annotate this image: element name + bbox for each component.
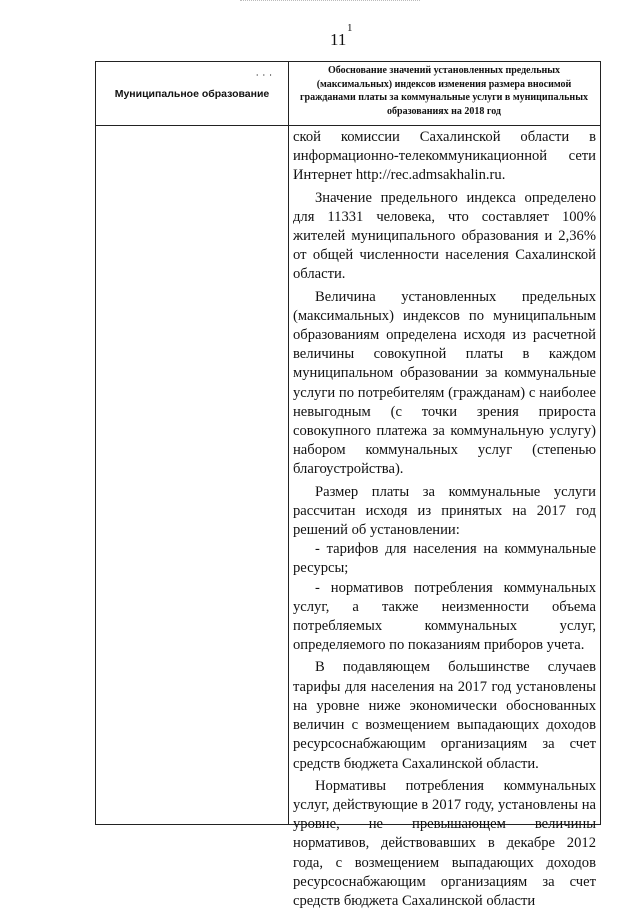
paragraph: Размер платы за коммунальные услуги рассчитан исходя из принятых на 2017 год решений об установлении: bbox=[293, 483, 596, 539]
header-justification bbox=[289, 64, 599, 124]
page-number: 11 bbox=[330, 30, 347, 49]
justification-cell bbox=[293, 128, 596, 911]
scan-tick-marks: ⸱ ⸱ ⸱ bbox=[256, 70, 273, 80]
list-item: - нормативов потребления коммунальных услуг, а также неизменности объема потребляемых коммунальных услуг, определяемого по показаниям приборов учета. bbox=[293, 579, 596, 654]
paragraph: Нормативы потребления коммунальных услуг, действующие в 2017 году, установлены на уровне, не превышающем величины нормативов, действовавших в декабре 2012 года, с возмещением выпадающих доходов ресурсоснабжающим организациям за счет средств бюджета Сахалинской области bbox=[293, 777, 596, 909]
header-municipality bbox=[96, 62, 288, 125]
page-number-mark: 1 bbox=[347, 22, 353, 34]
column-divider bbox=[288, 62, 289, 824]
header-justification-label: Обоснование значений установленных предельных (максимальных) индексов изменения размера вносимой гражданами платы за коммунальные услуги в муниципальных образованиях на 2018 год bbox=[299, 65, 589, 117]
header-divider bbox=[96, 125, 600, 126]
paragraph: Величина установленных предельных (максимальных) индексов по муниципальным образованиям определена исходя из расчетной величины совокупной платы в каждом муниципальном образовании за коммунальные услуги по потребителям (гражданам) с наиболее невыгодным (с точки зрения прироста совокупного платежа за коммунальную услугу) набором коммунальных услуг (степенью благоустройства). bbox=[293, 288, 596, 478]
document-table bbox=[95, 61, 601, 909]
list-item: - тарифов для населения на коммунальные ресурсы; bbox=[293, 541, 596, 577]
header-municipality-label: Муниципальное образование bbox=[114, 87, 270, 100]
paragraph: ской комиссии Сахалинской области в информационно-телекоммуникационной сети Интернет http://rec.admsakhalin.ru. bbox=[293, 129, 596, 184]
scan-artifact bbox=[240, 0, 420, 5]
paragraph: В подавляющем большинстве случаев тарифы для населения на 2017 год установлены на уровне ниже экономически обоснованных величин с возмещением выпадающих доходов ресурсоснабжающим организациям за счет средств бюджета Сахалинской области. bbox=[293, 659, 596, 772]
paragraph: Значение предельного индекса определено для 11331 человека, что составляет 100% жителей муниципального образования и 2,36% от общей численности населения Сахалинской области. bbox=[293, 189, 596, 283]
